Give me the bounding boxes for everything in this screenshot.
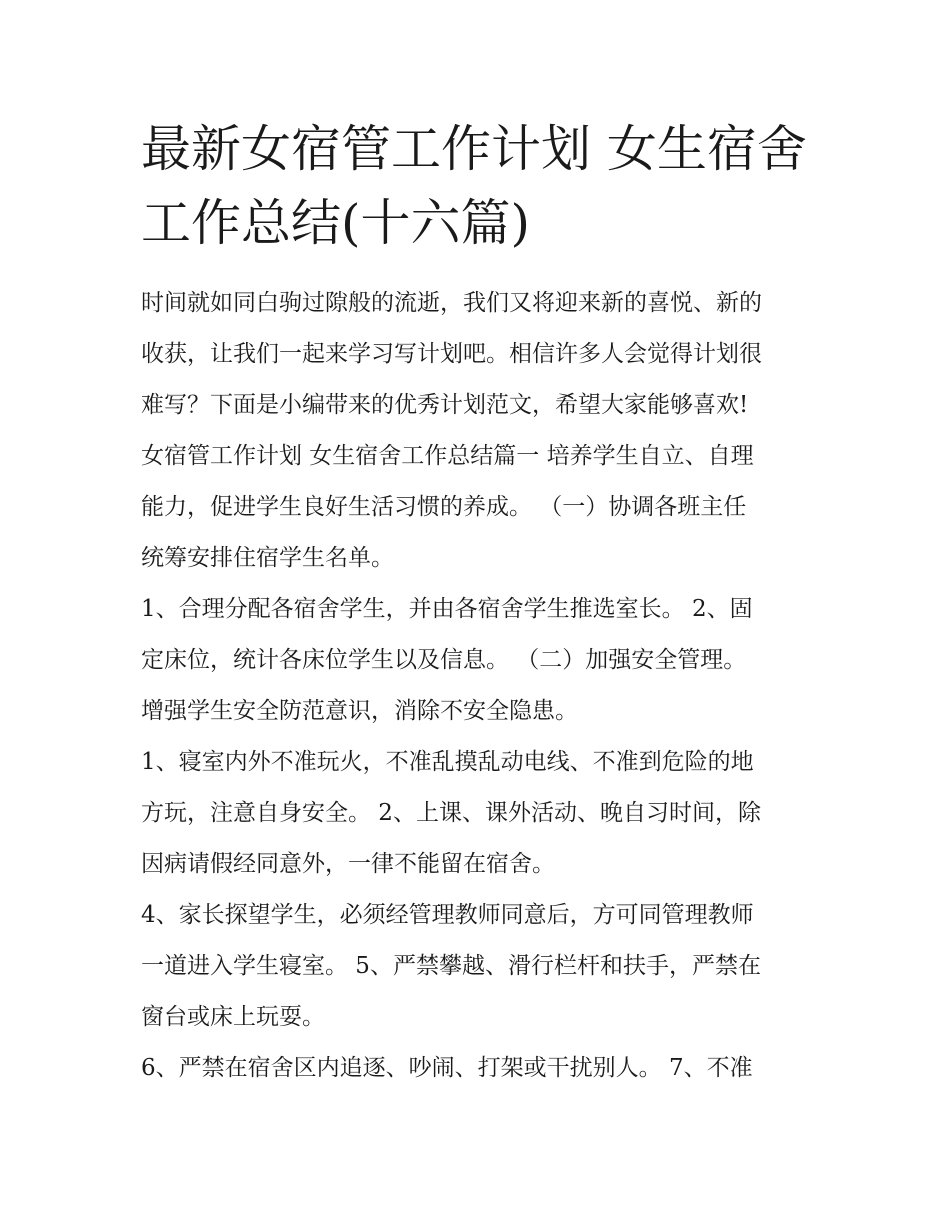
- body-line: 难写？下面是小编带来的优秀计划范文，希望大家能够喜欢!: [141, 392, 749, 418]
- document-body: [141, 278, 813, 1094]
- body-line: 方玩，注意自身安全。 2、上课、课外活动、晚自习时间，除: [141, 800, 761, 826]
- body-line: 1、寝室内外不准玩火，不准乱摸乱动电线、不准到危险的地: [141, 749, 754, 775]
- body-line: 增强学生安全防范意识，消除不安全隐患。: [141, 698, 578, 724]
- body-line: 一道进入学生寝室。 5、严禁攀越、滑行栏杆和扶手，严禁在: [141, 953, 761, 979]
- body-line: 因病请假经同意外，一律不能留在宿舍。: [141, 851, 555, 877]
- document-content: [141, 112, 813, 1094]
- body-line: 4、家长探望学生，必须经管理教师同意后，方可同管理教师: [141, 902, 754, 928]
- body-line: 定床位，统计各床位学生以及信息。 （二）加强安全管理。: [141, 647, 747, 673]
- body-line: 统筹安排住宿学生名单。: [141, 545, 394, 571]
- document-title-line-1: 最新女宿管工作计划 女生宿舍: [141, 120, 807, 178]
- body-line: 6、严禁在宿舍区内追逐、吵闹、打架或干扰别人。 7、不准: [141, 1055, 753, 1081]
- document-title-line-2: 工作总结(十六篇): [141, 194, 531, 252]
- body-line: 时间就如同白驹过隙般的流逝，我们又将迎来新的喜悦、新的: [141, 290, 762, 316]
- body-line: 窗台或床上玩耍。: [141, 1004, 325, 1030]
- body-line: 1、合理分配各宿舍学生，并由各宿舍学生推选室长。 2、固: [141, 596, 753, 622]
- body-line: 能力，促进学生良好生活习惯的养成。 （一）协调各班主任: [141, 494, 747, 520]
- body-line: 收获，让我们一起来学习写计划吧。相信许多人会觉得计划很: [141, 341, 762, 367]
- body-line: 女宿管工作计划 女生宿舍工作总结篇一 培养学生自立、自理: [141, 443, 754, 469]
